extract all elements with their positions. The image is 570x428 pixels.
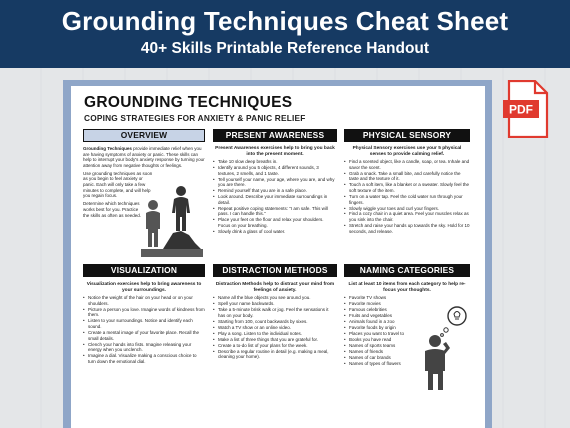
naming-categories-heading: NAMING CATEGORIES: [344, 264, 470, 277]
list-item: • Imagine a dial. Visualize making a conscious choice to turn down the emotional dial.: [83, 353, 205, 364]
list-item: • Turn on a water tap. Feel the cold water run through your fingers.: [344, 194, 470, 205]
overview-paragraph-3: Determine which techniques works best for you. Practice the skills as often as needed.: [83, 201, 142, 218]
overview-paragraph-2: Use grounding techniques as soon as you begin to feel anxiety or panic. Each will only take a few minutes to complete, and will help you regain focus.: [83, 170, 153, 199]
visualization-list: [83, 295, 205, 364]
list-item: • Spell your name backwards.: [213, 301, 337, 307]
list-item: • Animals found in a zoo: [344, 319, 470, 325]
sheet-subtitle: COPING STRATEGIES FOR ANXIETY & PANIC RELIEF: [84, 113, 306, 123]
overview-bold-term: Grounding Techniques: [83, 146, 132, 151]
pdf-file-icon: [503, 80, 551, 138]
list-item: • Touch a soft item, like a blanket or a sweater. Slowly feel the soft texture of the item.: [344, 182, 470, 193]
list-item: • Watch a TV show or an online video.: [213, 325, 337, 331]
list-item: • Take a 5-minute brisk walk or jog. Feel the sensations it has on your body.: [213, 307, 337, 318]
naming-categories-intro: List at least 10 items from each category to help re-focus your thoughts.: [348, 282, 466, 293]
list-item: • Create a to-do list of your plans for the week.: [213, 343, 337, 349]
list-item: • Look around. Describe your immediate surroundings in detail.: [213, 194, 337, 205]
present-awareness-intro: Present Awareness exercises help to bring you back into the present moment.: [215, 146, 335, 157]
list-item: • Clench your hands into fists. Imagine releasing your energy when you unclench.: [83, 342, 205, 353]
overview-text: provide immediate relief when you are having symptoms of anxiety or panic. These skills can help to interrupt your body's anxiety response by turning your attention away from negative thoughts or feelings.: [83, 146, 205, 168]
distraction-methods-list: [213, 295, 337, 360]
list-item: • Favorite movies: [344, 301, 470, 307]
overview-heading: OVERVIEW: [83, 129, 205, 142]
list-item: • Favorite TV shows: [344, 295, 470, 301]
physical-sensory-intro: Physical Sensory exercises use your 5 physical senses to provide calming relief.: [352, 146, 462, 157]
list-item: • Names of types of flowers: [344, 361, 470, 367]
list-item: • Make a list of three things that you are grateful for.: [213, 337, 337, 343]
list-item: • Listen to your surroundings. Notice and identify each sound.: [83, 318, 205, 329]
list-item: • Repeat positive coping statements: "I am safe. This will pass. I can handle this.": [213, 206, 337, 217]
list-item: • Books you have read: [344, 337, 470, 343]
list-item: • Grab a snack. Take a small bite, and carefully notice the taste and the texture of it.: [344, 171, 470, 182]
thinking-person-illustration: [419, 304, 471, 392]
physical-sensory-heading: PHYSICAL SENSORY: [344, 129, 470, 142]
list-item: • Name all the blue objects you see around you.: [213, 295, 337, 301]
worksheet: [71, 86, 485, 428]
list-item: • Describe a regular routine in detail (e.g. making a meal, cleaning your home).: [213, 349, 337, 360]
banner-subtitle: 40+ Skills Printable Reference Handout: [140, 40, 430, 57]
list-item: • Place your feet on the floor and relax your shoulders. Focus on your breathing.: [213, 217, 337, 228]
list-item: • Play a song. Listen to the individual notes.: [213, 331, 337, 337]
list-item: • Remind yourself that you are in a safe place.: [213, 188, 337, 194]
pdf-badge-label: PDF: [509, 102, 533, 117]
list-item: • Slowly wiggle your toes and curl your fingers.: [344, 206, 470, 212]
overview-paragraph-1: [83, 146, 205, 168]
list-item: • Names of friends: [344, 349, 470, 355]
list-item: • Slowly drink a glass of cool water.: [213, 229, 337, 235]
present-awareness-heading: PRESENT AWARENESS: [213, 129, 337, 142]
list-item: • Picture a person you love. Imagine words of kindness from them.: [83, 307, 205, 318]
distraction-methods-heading: DISTRACTION METHODS: [213, 264, 337, 277]
physical-sensory-body: [344, 146, 470, 235]
sheet-title: GROUNDING TECHNIQUES: [84, 94, 293, 111]
banner: [0, 0, 570, 68]
list-item: • Notice the weight of the hair on your head or on your shoulders.: [83, 295, 205, 306]
distraction-methods-body: [213, 282, 337, 360]
visualization-body: [83, 282, 205, 365]
visualization-intro: Visualization exercises help to bring awareness to your surroundings.: [86, 282, 202, 293]
list-item: • Find a scented object, like a candle, soap, or tea. Inhale and savor the scent.: [344, 159, 470, 170]
list-item: • Favorite foods by origin: [344, 325, 470, 331]
present-awareness-body: [213, 146, 337, 235]
distraction-methods-intro: Distraction Methods help to distract your mind from feelings of anxiety.: [215, 282, 335, 293]
list-item: • Famous celebrities: [344, 307, 470, 313]
list-item: • Take 10 slow deep breaths in.: [213, 159, 337, 165]
people-on-steps-illustration: [137, 183, 207, 257]
list-item: • Identify around you 5 objects, 4 different sounds, 3 textures, 2 smells, and 1 taste.: [213, 165, 337, 176]
present-awareness-list: [213, 159, 337, 234]
list-item: • Fruits and vegetables: [344, 313, 470, 319]
list-item: • Starting from 100, count backwards by sixes.: [213, 319, 337, 325]
visualization-heading: VISUALIZATION: [83, 264, 205, 277]
list-item: • Names of sports teams: [344, 343, 470, 349]
physical-sensory-list: [344, 159, 470, 234]
list-item: • Tell yourself your name, your age, where you are, and why you are there.: [213, 177, 337, 188]
list-item: • Places you want to travel to: [344, 331, 470, 337]
list-item: • Stretch and raise your hands up towards the sky. Hold for 10 seconds, and release.: [344, 223, 470, 234]
list-item: • Create a mental image of your favorite place. Recall the small details.: [83, 330, 205, 341]
list-item: • Find a cozy chair in a quiet area. Feel your muscles relax as you sink into the chair.: [344, 211, 470, 222]
banner-title: Grounding Techniques Cheat Sheet: [61, 6, 509, 36]
list-item: • Names of car brands: [344, 355, 470, 361]
